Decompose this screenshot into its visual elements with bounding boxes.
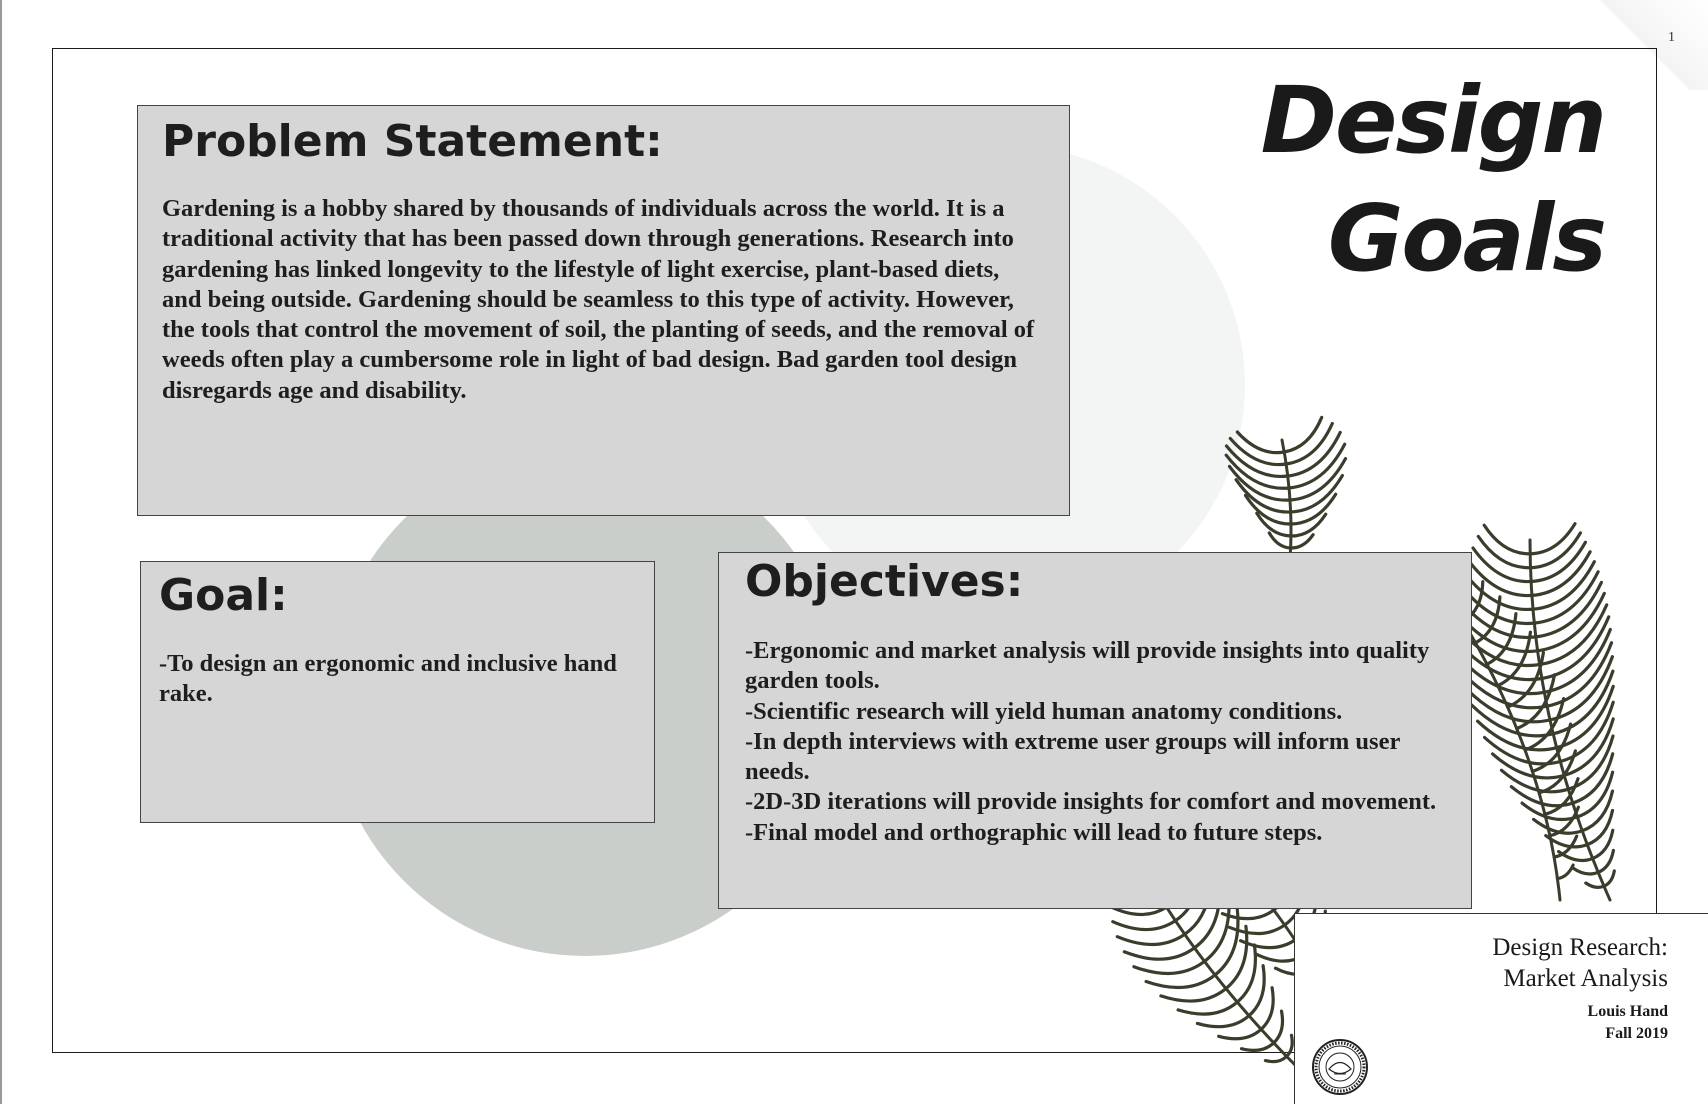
goal-heading: Goal:: [159, 570, 288, 621]
course-info-card: [1294, 913, 1708, 1104]
author-name: Louis Hand: [1587, 1003, 1668, 1020]
author-block: [1588, 1001, 1668, 1045]
term: Fall 2019: [1605, 1025, 1668, 1042]
course-line-1: Design Research:: [1492, 934, 1668, 961]
problem-statement-body: Gardening is a hobby shared by thousands of individuals across the world. It is a traditional activity that has been passed down through generations. Research into gardening has linked longevity to the lifestyle of light exercise, plant-based diets, and being outside. Gardening should be seamless to this type of activity. However, the tools that control the movement of soil, the planting of seeds, and the removal of weeds often play a cumbersome role in light of bad design. Bad garden tool design disregards age and disability.: [162, 195, 1035, 404]
school-seal-icon: [1311, 1038, 1369, 1096]
objective-item: -Scientific research will yield human anatomy conditions.: [745, 697, 1343, 725]
title-line-1: Design: [1260, 67, 1605, 174]
objective-item: -Ergonomic and market analysis will provide insights into quality garden tools.: [745, 637, 1430, 695]
objective-item: -2D-3D iterations will provide insights for comfort and movement.: [745, 788, 1437, 816]
course-line-2: Market Analysis: [1503, 965, 1668, 992]
objective-item: -In depth interviews with extreme user groups will inform user needs.: [745, 727, 1400, 786]
objectives-list: [745, 636, 1465, 848]
objectives-box: [718, 552, 1472, 909]
goal-body: -To design an ergonomic and inclusive hand rake.: [159, 650, 617, 708]
problem-statement-heading: Problem Statement:: [162, 116, 663, 167]
title-line-2: Goals: [1327, 185, 1605, 292]
objective-item: -Final model and orthographic will lead to future steps.: [745, 818, 1323, 846]
page-number: 1: [1668, 30, 1675, 45]
course-title: [1492, 932, 1668, 994]
slide-title: [1261, 62, 1605, 298]
problem-statement-box: [137, 105, 1070, 516]
objectives-heading: Objectives:: [745, 556, 1024, 607]
goal-box: [140, 561, 655, 823]
